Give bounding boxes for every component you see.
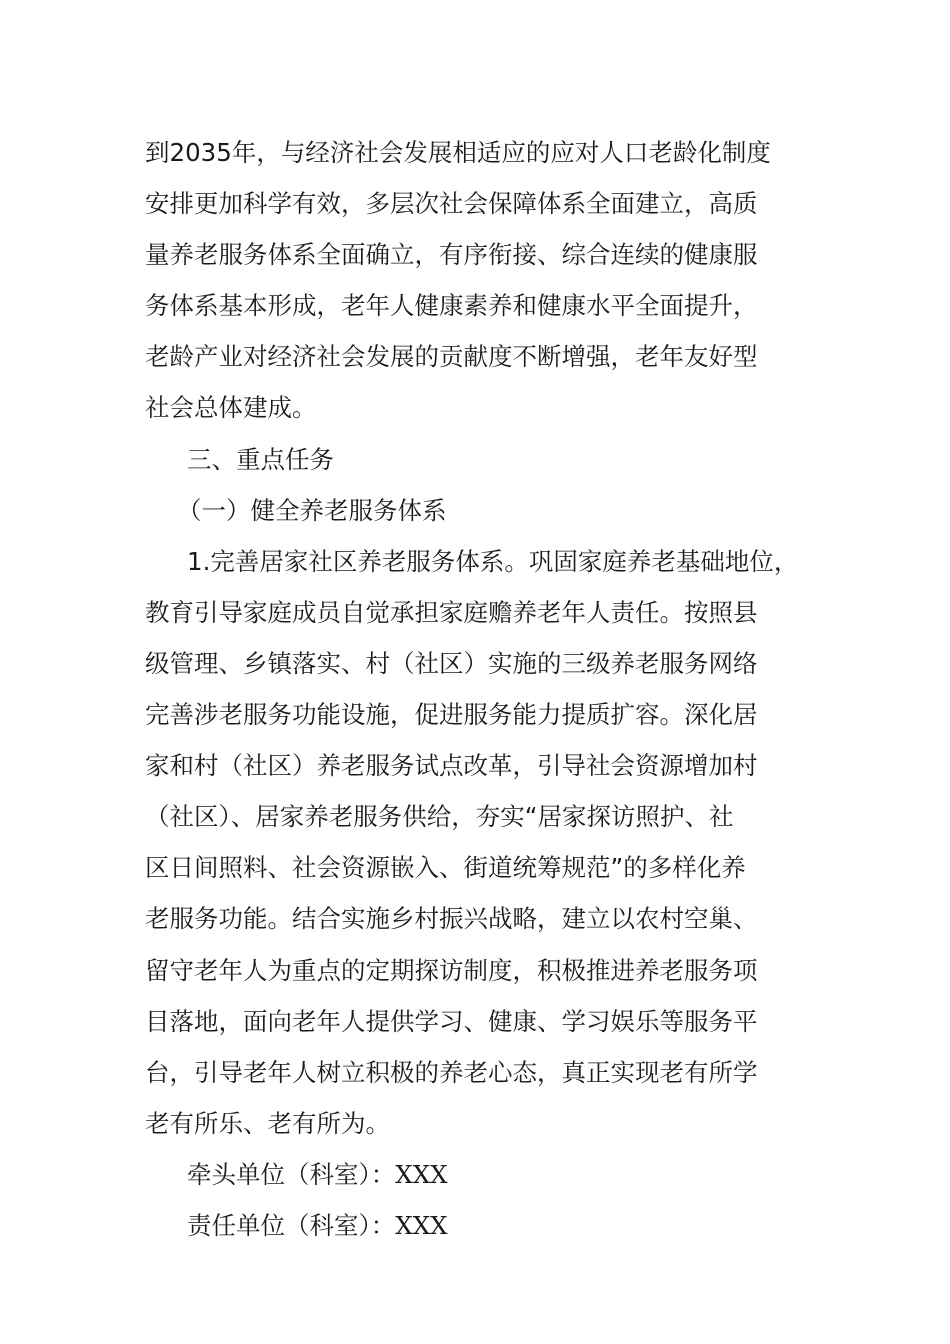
paragraph-line: 务体系基本形成，老年人健康素养和健康水平全面提升， xyxy=(145,291,758,321)
subsection-heading: （一）健全养老服务体系 xyxy=(177,495,447,525)
paragraph-line: 安排更加科学有效，多层次社会保障体系全面建立，高质 xyxy=(145,189,758,219)
lead-unit-line: 牵头单位（科室）：XXX xyxy=(187,1159,448,1189)
paragraph-line: 老有所乐、老有所为。 xyxy=(145,1108,390,1138)
paragraph-line: 完善涉老服务功能设施，促进服务能力提质扩容。深化居 xyxy=(145,700,758,730)
paragraph-line: 级管理、乡镇落实、村（社区）实施的三级养老服务网络 xyxy=(145,648,758,678)
paragraph-line: 老服务功能。结合实施乡村振兴战略，建立以农村空巢、 xyxy=(145,904,758,934)
responsible-unit-line: 责任单位（科室）：XXX xyxy=(187,1210,448,1240)
section-heading: 三、重点任务 xyxy=(187,444,334,474)
paragraph-line: 老龄产业对经济社会发展的贡献度不断增强，老年友好型 xyxy=(145,342,758,372)
paragraph-line: （社区）、居家养老服务供给，夯实“居家探访照护、社 xyxy=(145,802,734,832)
paragraph-line: 台，引导老年人树立积极的养老心态，真正实现老有所学 xyxy=(145,1057,758,1087)
paragraph-line: 目落地，面向老年人提供学习、健康、学习娱乐等服务平 xyxy=(145,1006,758,1036)
paragraph-line: 区日间照料、社会资源嵌入、街道统筹规范”的多样化养 xyxy=(145,853,746,883)
paragraph-line: 社会总体建成。 xyxy=(145,393,317,423)
paragraph-line: 教育引导家庭成员自觉承担家庭赡养老年人责任。按照县 xyxy=(145,597,758,627)
paragraph-line: 量养老服务体系全面确立，有序衔接、综合连续的健康服 xyxy=(145,240,758,270)
paragraph-line: 1.完善居家社区养老服务体系。巩固家庭养老基础地位， xyxy=(187,546,799,576)
paragraph-line: 家和村（社区）养老服务试点改革，引导社会资源增加村 xyxy=(145,751,758,781)
document-body xyxy=(145,127,825,1251)
paragraph-line: 留守老年人为重点的定期探访制度，积极推进养老服务项 xyxy=(145,955,758,985)
paragraph-line: 到2035年，与经济社会发展相适应的应对人口老龄化制度 xyxy=(145,138,771,167)
